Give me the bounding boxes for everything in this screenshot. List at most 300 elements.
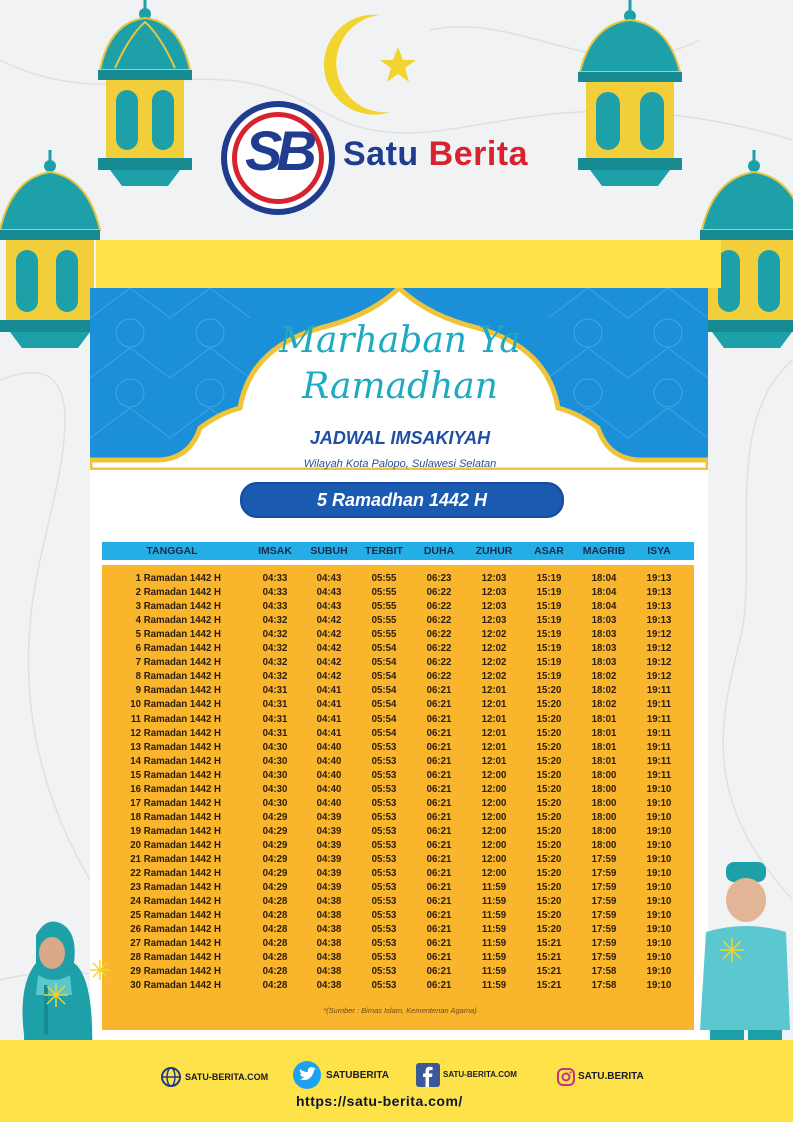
brand-logo-letters: SB bbox=[245, 119, 311, 182]
globe-icon bbox=[160, 1066, 182, 1088]
cell-magrib: 18:04 bbox=[591, 586, 617, 599]
table-row bbox=[102, 950, 694, 964]
cell-subuh: 04:40 bbox=[316, 796, 342, 809]
cell-imsak: 04:28 bbox=[262, 951, 288, 964]
cell-subuh: 04:38 bbox=[316, 909, 342, 922]
cell-duha: 06:23 bbox=[426, 572, 452, 584]
table-row bbox=[102, 683, 694, 697]
col-header-duha: DUHA bbox=[423, 545, 455, 557]
brand-name-part2: Berita bbox=[428, 135, 529, 173]
cell-magrib: 18:00 bbox=[591, 768, 617, 781]
table-header bbox=[102, 542, 694, 560]
cell-magrib: 18:00 bbox=[591, 838, 617, 851]
cell-isya: 19:11 bbox=[646, 768, 672, 781]
table-row bbox=[102, 838, 694, 852]
facebook-icon bbox=[416, 1063, 440, 1087]
table-row bbox=[102, 641, 694, 655]
cell-terbit: 05:54 bbox=[371, 670, 397, 683]
cell-terbit: 05:54 bbox=[371, 642, 397, 655]
cell-asar: 15:21 bbox=[536, 937, 562, 950]
cell-zuhur: 12:00 bbox=[481, 768, 507, 781]
table-row bbox=[102, 782, 694, 796]
cell-magrib: 18:02 bbox=[591, 698, 617, 711]
cell-terbit: 05:53 bbox=[371, 810, 397, 823]
cell-date: 6 Ramadan 1442 H bbox=[135, 642, 222, 655]
cell-asar: 15:20 bbox=[536, 881, 562, 894]
website-handle[interactable]: SATU-BERITA.COM bbox=[185, 1072, 269, 1082]
cell-zuhur: 12:00 bbox=[481, 853, 507, 865]
lantern-right-top bbox=[572, 0, 692, 190]
cell-asar: 15:19 bbox=[536, 600, 562, 613]
cell-date: 7 Ramadan 1442 H bbox=[135, 656, 222, 669]
cell-isya: 19:10 bbox=[646, 867, 672, 880]
cell-isya: 19:13 bbox=[646, 586, 672, 599]
cell-subuh: 04:39 bbox=[316, 824, 342, 837]
cell-magrib: 18:00 bbox=[591, 796, 617, 809]
cell-terbit: 05:55 bbox=[371, 614, 397, 627]
cell-terbit: 05:53 bbox=[371, 853, 397, 865]
cell-magrib: 18:02 bbox=[591, 684, 617, 697]
cell-zuhur: 11:59 bbox=[481, 979, 507, 992]
cell-imsak: 04:32 bbox=[262, 642, 288, 655]
cell-subuh: 04:41 bbox=[316, 712, 342, 725]
cell-magrib: 18:03 bbox=[591, 614, 617, 627]
table-row bbox=[102, 585, 694, 599]
cell-asar: 15:20 bbox=[536, 923, 562, 936]
cell-magrib: 18:02 bbox=[591, 670, 617, 683]
cell-terbit: 05:54 bbox=[371, 684, 397, 697]
cell-date: 8 Ramadan 1442 H bbox=[135, 670, 222, 683]
cell-terbit: 05:53 bbox=[371, 937, 397, 950]
cell-isya: 19:12 bbox=[646, 656, 672, 669]
cell-zuhur: 11:59 bbox=[481, 895, 507, 908]
cell-duha: 06:21 bbox=[426, 726, 452, 739]
cell-zuhur: 12:00 bbox=[481, 838, 507, 851]
cell-asar: 15:20 bbox=[536, 838, 562, 851]
cell-asar: 15:19 bbox=[536, 614, 562, 627]
cell-zuhur: 12:02 bbox=[481, 628, 507, 641]
cell-date: 1 Ramadan 1442 H bbox=[135, 572, 222, 584]
cell-isya: 19:10 bbox=[646, 965, 672, 978]
cell-isya: 19:11 bbox=[646, 754, 672, 767]
cell-terbit: 05:53 bbox=[371, 867, 397, 880]
cell-subuh: 04:42 bbox=[316, 670, 342, 683]
cell-duha: 06:21 bbox=[426, 909, 452, 922]
cell-zuhur: 12:00 bbox=[481, 867, 507, 880]
cell-duha: 06:22 bbox=[426, 586, 452, 599]
cell-asar: 15:20 bbox=[536, 712, 562, 725]
cell-zuhur: 12:01 bbox=[481, 754, 507, 767]
col-header-magrib: MAGRIB bbox=[582, 545, 626, 557]
cell-isya: 19:11 bbox=[646, 698, 672, 711]
cell-imsak: 04:28 bbox=[262, 895, 288, 908]
cell-duha: 06:21 bbox=[426, 895, 452, 908]
cell-duha: 06:21 bbox=[426, 937, 452, 950]
cell-terbit: 05:54 bbox=[371, 656, 397, 669]
cell-magrib: 18:00 bbox=[591, 824, 617, 837]
cell-zuhur: 11:59 bbox=[481, 923, 507, 936]
cell-duha: 06:22 bbox=[426, 670, 452, 683]
cell-imsak: 04:31 bbox=[262, 684, 288, 697]
cell-terbit: 05:53 bbox=[371, 824, 397, 837]
cell-asar: 15:19 bbox=[536, 642, 562, 655]
cell-duha: 06:21 bbox=[426, 923, 452, 936]
cell-isya: 19:12 bbox=[646, 642, 672, 655]
cell-asar: 15:21 bbox=[536, 965, 562, 978]
cell-magrib: 18:03 bbox=[591, 656, 617, 669]
cell-subuh: 04:43 bbox=[316, 600, 342, 613]
cell-terbit: 05:53 bbox=[371, 909, 397, 922]
cell-zuhur: 12:03 bbox=[481, 586, 507, 599]
cell-imsak: 04:28 bbox=[262, 979, 288, 992]
cell-isya: 19:11 bbox=[646, 726, 672, 739]
cell-zuhur: 12:00 bbox=[481, 796, 507, 809]
cell-terbit: 05:55 bbox=[371, 600, 397, 613]
cell-imsak: 04:33 bbox=[262, 600, 288, 613]
cell-subuh: 04:38 bbox=[316, 979, 342, 992]
cell-isya: 19:12 bbox=[646, 670, 672, 683]
cell-duha: 06:21 bbox=[426, 684, 452, 697]
cell-zuhur: 11:59 bbox=[481, 881, 507, 894]
cell-magrib: 18:00 bbox=[591, 782, 617, 795]
cell-isya: 19:10 bbox=[646, 824, 672, 837]
cell-magrib: 17:59 bbox=[591, 909, 617, 922]
cell-imsak: 04:32 bbox=[262, 628, 288, 641]
cell-zuhur: 12:00 bbox=[481, 824, 507, 837]
table-row bbox=[102, 824, 694, 838]
cell-subuh: 04:38 bbox=[316, 965, 342, 978]
cell-date: 13 Ramadan 1442 H bbox=[130, 740, 222, 753]
cell-duha: 06:21 bbox=[426, 867, 452, 880]
cell-date: 16 Ramadan 1442 H bbox=[130, 782, 222, 795]
cell-subuh: 04:41 bbox=[316, 684, 342, 697]
cell-duha: 06:21 bbox=[426, 698, 452, 711]
website-url[interactable]: https://satu-berita.com/ bbox=[296, 1093, 463, 1109]
cell-duha: 06:21 bbox=[426, 951, 452, 964]
col-header-terbit: TERBIT bbox=[365, 545, 403, 557]
col-header-isya: ISYA bbox=[647, 545, 671, 557]
cell-subuh: 04:38 bbox=[316, 951, 342, 964]
cell-subuh: 04:39 bbox=[316, 838, 342, 851]
table-row bbox=[102, 866, 694, 880]
cell-asar: 15:20 bbox=[536, 768, 562, 781]
cell-subuh: 04:42 bbox=[316, 656, 342, 669]
cell-duha: 06:21 bbox=[426, 768, 452, 781]
cell-subuh: 04:40 bbox=[316, 782, 342, 795]
cell-zuhur: 12:01 bbox=[481, 726, 507, 739]
brand-name bbox=[343, 135, 528, 174]
cell-imsak: 04:29 bbox=[262, 824, 288, 837]
cell-zuhur: 12:02 bbox=[481, 642, 507, 655]
cell-terbit: 05:53 bbox=[371, 923, 397, 936]
cell-imsak: 04:29 bbox=[262, 853, 288, 865]
cell-asar: 15:20 bbox=[536, 740, 562, 753]
cell-terbit: 05:54 bbox=[371, 726, 397, 739]
cell-imsak: 04:30 bbox=[262, 782, 288, 795]
cell-duha: 06:21 bbox=[426, 782, 452, 795]
cell-duha: 06:21 bbox=[426, 965, 452, 978]
cell-terbit: 05:53 bbox=[371, 881, 397, 894]
table-row bbox=[102, 964, 694, 978]
table-row bbox=[102, 880, 694, 894]
cell-terbit: 05:53 bbox=[371, 895, 397, 908]
cell-date: 4 Ramadan 1442 H bbox=[135, 614, 222, 627]
cell-duha: 06:21 bbox=[426, 810, 452, 823]
cell-imsak: 04:33 bbox=[262, 572, 288, 584]
cell-zuhur: 12:01 bbox=[481, 740, 507, 753]
table-row bbox=[102, 894, 694, 908]
cell-asar: 15:21 bbox=[536, 951, 562, 964]
col-header-zuhur: ZUHUR bbox=[475, 545, 513, 557]
table-row bbox=[102, 978, 694, 992]
facebook-handle[interactable]: SATU-BERITA.COM bbox=[443, 1070, 517, 1079]
cell-asar: 15:20 bbox=[536, 726, 562, 739]
cell-date: 29 Ramadan 1442 H bbox=[130, 965, 222, 978]
cell-terbit: 05:53 bbox=[371, 979, 397, 992]
table-row bbox=[102, 796, 694, 810]
cell-duha: 06:21 bbox=[426, 796, 452, 809]
table-row bbox=[102, 908, 694, 922]
cell-asar: 15:20 bbox=[536, 895, 562, 908]
cell-asar: 15:21 bbox=[536, 979, 562, 992]
cell-date: 28 Ramadan 1442 H bbox=[130, 951, 222, 964]
cell-subuh: 04:42 bbox=[316, 614, 342, 627]
table-row bbox=[102, 613, 694, 627]
cell-asar: 15:20 bbox=[536, 867, 562, 880]
cell-subuh: 04:43 bbox=[316, 572, 342, 584]
cell-duha: 06:21 bbox=[426, 853, 452, 865]
cell-subuh: 04:41 bbox=[316, 726, 342, 739]
table-row bbox=[102, 936, 694, 950]
col-header-subuh: SUBUH bbox=[310, 545, 348, 557]
cell-isya: 19:13 bbox=[646, 572, 672, 584]
cell-asar: 15:20 bbox=[536, 698, 562, 711]
title-script bbox=[200, 318, 600, 410]
cell-date: 12 Ramadan 1442 H bbox=[130, 726, 222, 739]
cell-isya: 19:10 bbox=[646, 979, 672, 992]
cell-magrib: 17:58 bbox=[591, 965, 617, 978]
cell-magrib: 18:03 bbox=[591, 628, 617, 641]
cell-zuhur: 11:59 bbox=[481, 965, 507, 978]
cell-date: 9 Ramadan 1442 H bbox=[135, 684, 222, 697]
cell-zuhur: 12:01 bbox=[481, 684, 507, 697]
cell-magrib: 17:59 bbox=[591, 923, 617, 936]
cell-magrib: 18:04 bbox=[591, 600, 617, 613]
twitter-icon bbox=[292, 1060, 322, 1090]
cell-date: 30 Ramadan 1442 H bbox=[130, 979, 222, 992]
cell-magrib: 17:59 bbox=[591, 867, 617, 880]
cell-date: 14 Ramadan 1442 H bbox=[130, 754, 222, 767]
source-note: *(Sumber : Bimas Islam, Kementerian Agama) bbox=[323, 1006, 477, 1015]
cell-isya: 19:10 bbox=[646, 937, 672, 950]
cell-magrib: 17:58 bbox=[591, 979, 617, 992]
cell-zuhur: 12:00 bbox=[481, 810, 507, 823]
region-label: Wilayah Kota Palopo, Sulawesi Selatan bbox=[303, 458, 497, 470]
cell-imsak: 04:30 bbox=[262, 740, 288, 753]
cell-date: 10 Ramadan 1442 H bbox=[130, 698, 222, 711]
cell-imsak: 04:32 bbox=[262, 614, 288, 627]
cell-imsak: 04:30 bbox=[262, 796, 288, 809]
cell-zuhur: 12:01 bbox=[481, 698, 507, 711]
cell-duha: 06:22 bbox=[426, 642, 452, 655]
cell-zuhur: 12:03 bbox=[481, 572, 507, 584]
table-row bbox=[102, 754, 694, 768]
cell-imsak: 04:29 bbox=[262, 810, 288, 823]
col-header-tanggal: TANGGAL bbox=[146, 545, 198, 557]
cell-imsak: 04:33 bbox=[262, 586, 288, 599]
cell-zuhur: 12:01 bbox=[481, 712, 507, 725]
cell-date: 18 Ramadan 1442 H bbox=[130, 810, 222, 823]
cell-imsak: 04:29 bbox=[262, 881, 288, 894]
cell-imsak: 04:28 bbox=[262, 965, 288, 978]
cell-isya: 19:11 bbox=[646, 740, 672, 753]
table-row bbox=[102, 627, 694, 641]
cell-magrib: 18:04 bbox=[591, 572, 617, 584]
cell-date: 2 Ramadan 1442 H bbox=[135, 586, 222, 599]
table-body bbox=[102, 565, 694, 1030]
cell-subuh: 04:41 bbox=[316, 698, 342, 711]
table-row bbox=[102, 669, 694, 683]
cell-duha: 06:21 bbox=[426, 754, 452, 767]
cell-isya: 19:10 bbox=[646, 881, 672, 894]
schedule-heading: JADWAL IMSAKIYAH bbox=[309, 428, 491, 448]
instagram-handle[interactable]: SATU.BERITA bbox=[578, 1071, 644, 1082]
cell-isya: 19:10 bbox=[646, 909, 672, 922]
cell-asar: 15:19 bbox=[536, 572, 562, 584]
footer bbox=[0, 1040, 793, 1122]
table-row bbox=[102, 740, 694, 754]
cell-asar: 15:20 bbox=[536, 824, 562, 837]
cell-asar: 15:20 bbox=[536, 909, 562, 922]
cell-date: 3 Ramadan 1442 H bbox=[135, 600, 222, 613]
cell-zuhur: 12:03 bbox=[481, 600, 507, 613]
cell-date: 20 Ramadan 1442 H bbox=[130, 838, 222, 851]
cell-duha: 06:21 bbox=[426, 824, 452, 837]
cell-terbit: 05:53 bbox=[371, 768, 397, 781]
cell-zuhur: 12:02 bbox=[481, 656, 507, 669]
cell-zuhur: 11:59 bbox=[481, 951, 507, 964]
cell-imsak: 04:28 bbox=[262, 937, 288, 950]
cell-terbit: 05:55 bbox=[371, 572, 397, 584]
cell-date: 11 Ramadan 1442 H bbox=[130, 712, 222, 725]
cell-magrib: 17:59 bbox=[591, 951, 617, 964]
cell-subuh: 04:40 bbox=[316, 740, 342, 753]
cell-imsak: 04:31 bbox=[262, 712, 288, 725]
cell-subuh: 04:38 bbox=[316, 937, 342, 950]
cell-magrib: 18:00 bbox=[591, 810, 617, 823]
cell-date: 5 Ramadan 1442 H bbox=[135, 628, 222, 641]
table-row bbox=[102, 852, 694, 866]
cell-terbit: 05:55 bbox=[371, 586, 397, 599]
cell-isya: 19:10 bbox=[646, 923, 672, 936]
cell-magrib: 18:01 bbox=[591, 726, 617, 739]
cell-isya: 19:11 bbox=[646, 684, 672, 697]
cell-asar: 15:20 bbox=[536, 684, 562, 697]
cell-asar: 15:20 bbox=[536, 853, 562, 865]
cell-subuh: 04:39 bbox=[316, 853, 342, 865]
cell-date: 27 Ramadan 1442 H bbox=[130, 937, 222, 950]
cell-duha: 06:21 bbox=[426, 881, 452, 894]
brand-name-part1: Satu bbox=[343, 135, 419, 173]
cell-duha: 06:22 bbox=[426, 656, 452, 669]
cell-asar: 15:19 bbox=[536, 670, 562, 683]
cell-imsak: 04:28 bbox=[262, 923, 288, 936]
table-row bbox=[102, 599, 694, 613]
cell-date: 15 Ramadan 1442 H bbox=[130, 768, 222, 781]
star-icon bbox=[378, 45, 418, 85]
cell-magrib: 17:59 bbox=[591, 895, 617, 908]
cell-asar: 15:19 bbox=[536, 656, 562, 669]
cell-isya: 19:10 bbox=[646, 853, 672, 865]
cell-isya: 19:13 bbox=[646, 614, 672, 627]
cell-subuh: 04:38 bbox=[316, 923, 342, 936]
cell-duha: 06:21 bbox=[426, 740, 452, 753]
cell-zuhur: 12:03 bbox=[481, 614, 507, 627]
cell-imsak: 04:31 bbox=[262, 726, 288, 739]
cell-terbit: 05:54 bbox=[371, 712, 397, 725]
cell-terbit: 05:55 bbox=[371, 628, 397, 641]
cell-asar: 15:19 bbox=[536, 586, 562, 599]
cell-isya: 19:12 bbox=[646, 628, 672, 641]
cell-imsak: 04:30 bbox=[262, 754, 288, 767]
cell-zuhur: 12:02 bbox=[481, 670, 507, 683]
cell-magrib: 18:01 bbox=[591, 754, 617, 767]
cell-terbit: 05:53 bbox=[371, 782, 397, 795]
table-row bbox=[102, 655, 694, 669]
cell-isya: 19:10 bbox=[646, 951, 672, 964]
cell-asar: 15:19 bbox=[536, 628, 562, 641]
cell-duha: 06:21 bbox=[426, 838, 452, 851]
cell-imsak: 04:29 bbox=[262, 838, 288, 851]
twitter-handle[interactable]: SATUBERITA bbox=[326, 1070, 389, 1081]
cell-magrib: 17:59 bbox=[591, 881, 617, 894]
col-header-asar: ASAR bbox=[534, 545, 564, 557]
table-row bbox=[102, 712, 694, 726]
cell-subuh: 04:43 bbox=[316, 586, 342, 599]
cell-terbit: 05:54 bbox=[371, 698, 397, 711]
table-row bbox=[102, 697, 694, 711]
cell-terbit: 05:53 bbox=[371, 838, 397, 851]
cell-terbit: 05:53 bbox=[371, 754, 397, 767]
cell-asar: 15:20 bbox=[536, 782, 562, 795]
table-row bbox=[102, 810, 694, 824]
cell-terbit: 05:53 bbox=[371, 965, 397, 978]
cell-duha: 06:21 bbox=[426, 979, 452, 992]
date-pill: 5 Ramadhan 1442 H bbox=[240, 482, 564, 518]
cell-date: 22 Ramadan 1442 H bbox=[130, 867, 222, 880]
cell-subuh: 04:42 bbox=[316, 642, 342, 655]
cell-zuhur: 12:00 bbox=[481, 782, 507, 795]
table-row bbox=[102, 768, 694, 782]
cell-imsak: 04:29 bbox=[262, 867, 288, 880]
cell-date: 24 Ramadan 1442 H bbox=[130, 895, 222, 908]
cell-zuhur: 11:59 bbox=[481, 937, 507, 950]
cell-terbit: 05:53 bbox=[371, 740, 397, 753]
cell-imsak: 04:30 bbox=[262, 768, 288, 781]
cell-date: 21 Ramadan 1442 H bbox=[130, 853, 222, 865]
cell-isya: 19:10 bbox=[646, 782, 672, 795]
cell-duha: 06:22 bbox=[426, 628, 452, 641]
cell-subuh: 04:38 bbox=[316, 895, 342, 908]
cell-magrib: 18:01 bbox=[591, 712, 617, 725]
cell-imsak: 04:28 bbox=[262, 909, 288, 922]
cell-date: 25 Ramadan 1442 H bbox=[130, 909, 222, 922]
cell-duha: 06:21 bbox=[426, 712, 452, 725]
table-row bbox=[102, 571, 694, 585]
cell-imsak: 04:32 bbox=[262, 656, 288, 669]
cell-subuh: 04:40 bbox=[316, 768, 342, 781]
cell-subuh: 04:40 bbox=[316, 754, 342, 767]
